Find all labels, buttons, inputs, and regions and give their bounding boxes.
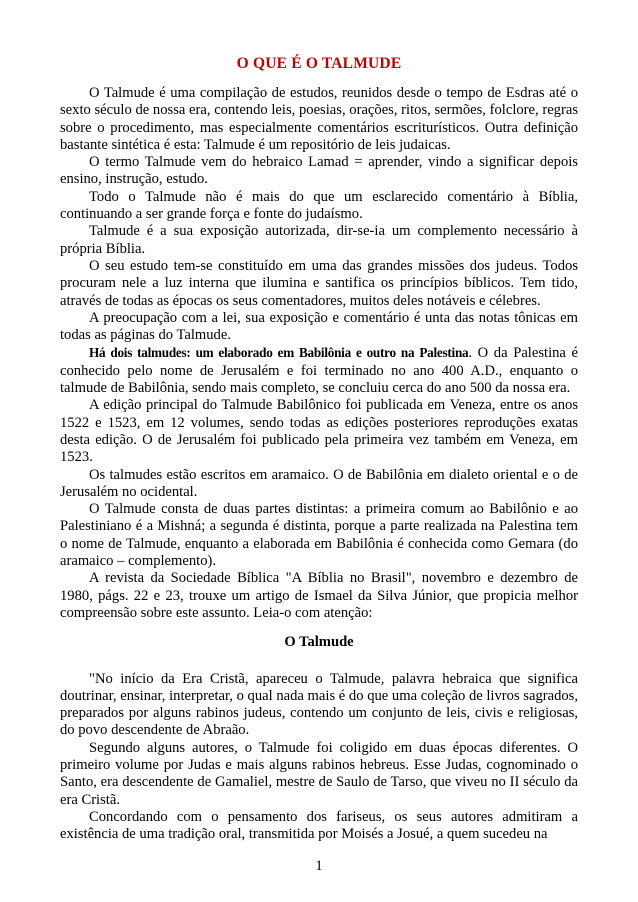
paragraph: A preocupação com a lei, sua exposição e comentário é unta das notas tônicas em todas as páginas do Talmude. [60,309,578,344]
paragraph: "No início da Era Cristã, apareceu o Talmude, palavra hebraica que significa doutrinar, ensinar, interpretar, o qual nada mais é do que uma coleção de livros sagrados, preparados por alguns rabinos judeus, contendo um conjunto de leis, civis e religiosas, do povo descendente de Abraão. [60,670,578,739]
document-body [60,85,578,843]
paragraph-two-talmuds [60,344,578,397]
section-subtitle: O Talmude [284,634,354,651]
paragraph: Talmude é a sua exposição autorizada, dir-se-ia um complemento necessário à própria Bíblia. [60,223,578,257]
paragraph: O Talmude consta de duas partes distintas: a primeira comum ao Babilônio e ao Palestiniano é a Mishná; a segunda é distinta, porque a parte realizada na Palestina tem o nome de Talmude, enquanto a elaborada em Babilônia é conhecida como Gemara (do aramaico – complemento). [60,501,578,570]
paragraph: O Talmude é uma compilação de estudos, reunidos desde o tempo de Esdras até o sexto século de nossa era, contendo leis, poesias, orações, ritos, sermões, folclore, regras sobre o procedimento, mas especialmente comentários escriturísticos. Outra definição bastante sintética é esta: Talmude é um repositório de leis judaicas. [60,85,578,153]
paragraph: Todo o Talmude não é mais do que um esclarecido comentário à Bíblia, continuando a ser grande força e fonte do judaísmo. [60,188,578,223]
paragraph: A revista da Sociedade Bíblica "A Bíblia no Brasil", novembro e dezembro de 1980, págs. 22 e 23, trouxe um artigo de Ismael da Silva Júnior, que propicia melhor compreensão sobre este assunto. Leia-o com atenção: [60,570,578,621]
page-number: 1 [315,858,323,874]
bold-statement: Há dois talmudes: um elaborado em Babilônia e outro na Palestina [89,345,469,361]
paragraph: O termo Talmude vem do hebraico Lamad = aprender, vindo a significar depois ensino, instrução, estudo. [60,154,578,188]
paragraph: Segundo alguns autores, o Talmude foi coligido em duas épocas diferentes. O primeiro volume por Judas e mais alguns rabinos hebreus. Esse Judas, cognominado o Santo, era descendente de Gamaliel, mestre de Saulo de Tarso, que viveu no II século da era Cristã. [60,739,578,808]
paragraph: O seu estudo tem-se constituído em uma das grandes missões dos judeus. Todos procuram nele a luz interna que ilumina e santifica os princípios bíblicos. Tem tido, através de todas as épocas os seus comentadores, muitos deles notáveis e célebres. [60,257,578,309]
paragraph: Os talmudes estão escritos em aramaico. O de Babilônia em dialeto oriental e o de Jerusalém no ocidental. [60,466,578,500]
paragraph: Concordando com o pensamento dos fariseus, os seus autores admitiram a existência de uma tradição oral, transmitida por Moisés a Josué, a quem sucedeu na [60,808,578,843]
page-title: O QUE É O TALMUDE [236,55,402,72]
paragraph: A edição principal do Talmude Babilônico foi publicada em Veneza, entre os anos 1522 e 1523, em 12 volumes, sendo todas as edições posteriores reproduções exatas desta edição. O de Jerusalém foi publicado pela primeira vez também em Veneza, em 1523. [60,397,578,466]
paragraph-continuation: . O da Palestina é conhecido pelo nome de Jerusalém e foi terminado no ano 400 A.D., enquanto o talmude de Babilônia, sendo mais completo, se concluiu cerca do ano 500 da nossa era. [60,345,578,397]
